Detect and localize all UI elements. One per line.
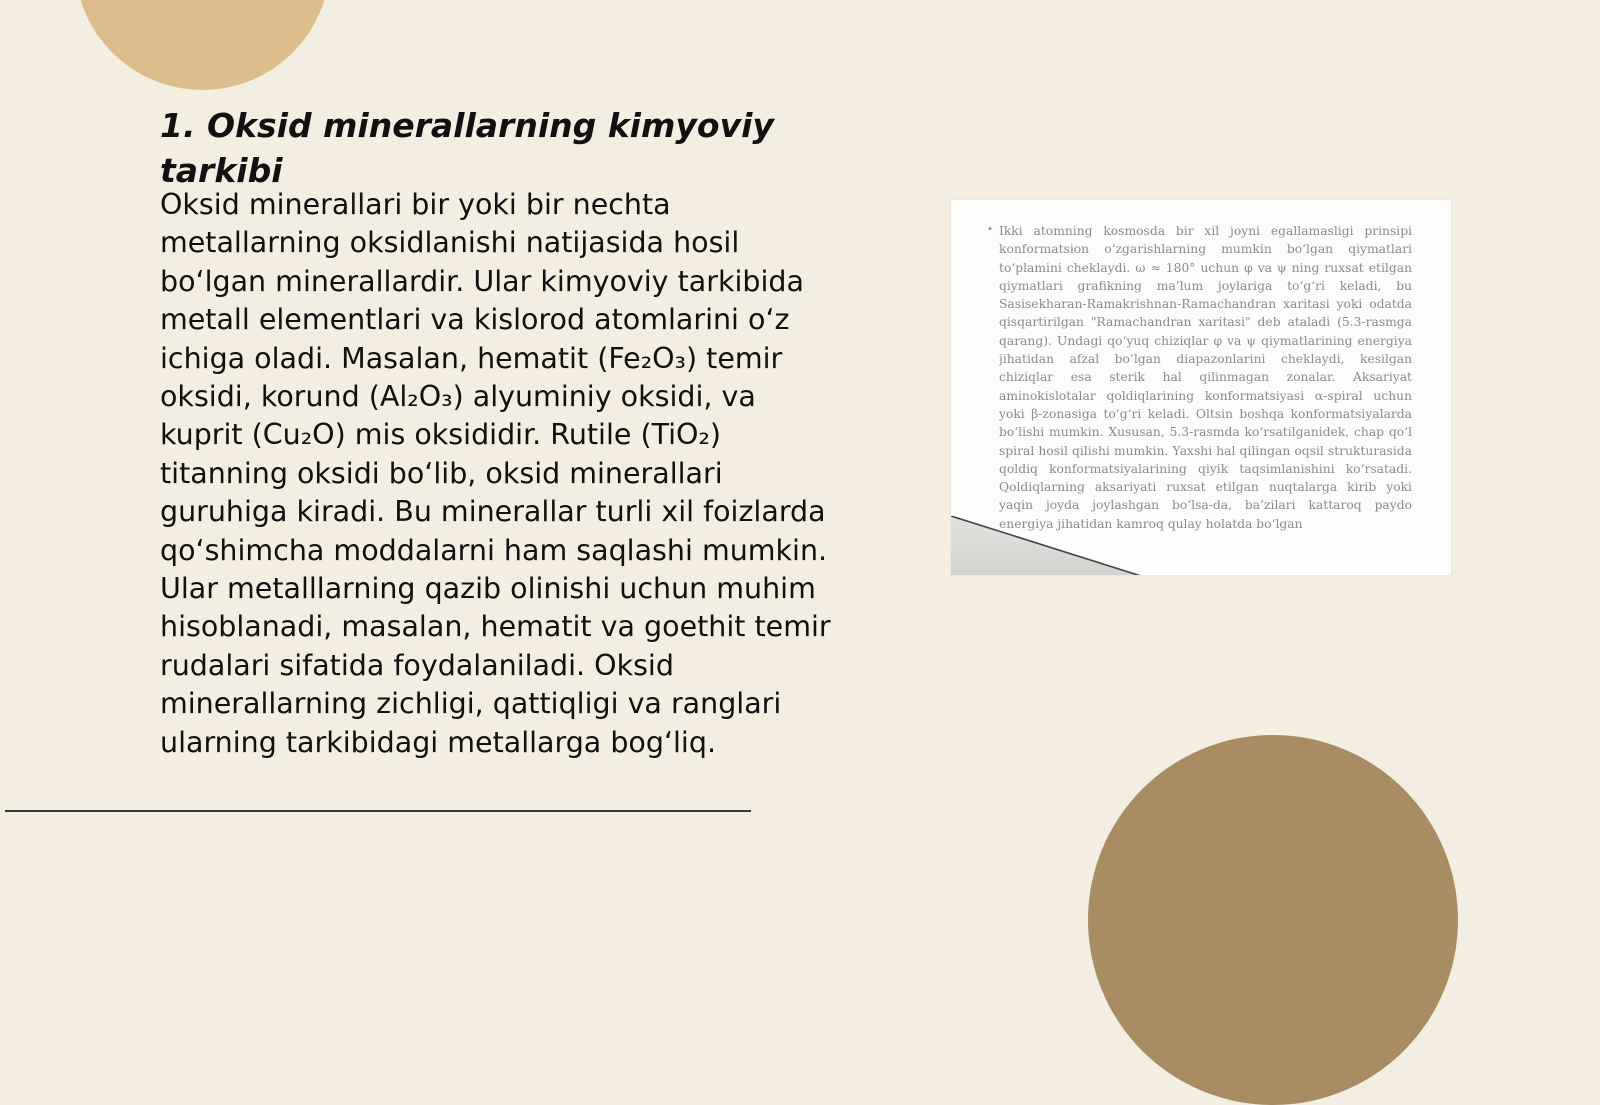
slide-body-text: Oksid minerallari bir yoki bir nechta metallarning oksidlanishi natijasida hosil bo‘lgan minerallardir. Ular kimyoviy tarkibida metall elementlari va kislorod atomlarini o‘z ichiga oladi. Masalan, hematit (Fe₂O₃) temir oksidi, korund (Al₂O₃) alyuminiy oksidi, va kuprit (Cu₂O) mis oksididir. Rutile (TiO₂) titanning oksidi bo‘lib, oksid minerallari guruhiga kiradi. Bu minerallar turli xil foizlarda qo‘shimcha moddalarni ham saqlashi mumkin. Ular metalllarning qazib olinishi uchun muhim hisoblanadi, masalan, hematit va goethit temir rudalari sifatida foydalaniladi. Oksid minerallarning zichligi, qattiqligi va ranglari ularning tarkibidagi metallarga bog‘liq.: [160, 188, 831, 759]
divider-line: [5, 810, 751, 812]
scan-paragraph: Ikki atomning kosmosda bir xil joyni egallamasligi prinsipi konformatsion o‘zgarishlarning mumkin bo‘lgan qiymatlari to‘plamini cheklaydi. ω ≈ 180° uchun φ va ψ ning ruxsat etilgan qiymatlari grafikning ma’lum joylariga to‘g‘ri keladi, bu Sasisekharan-Ramakrishnan-Ramachandran xaritasi yoki odatda qisqartirilgan "Ramachandran xaritasi" deb ataladi (5.3-rasmga qarang). Undagi qo‘yuq chiziqlar φ va ψ qiymatlarining energiya jihatidan afzal bo‘lgan diapazonlarini cheklaydi, kesilgan chiziqlar esa sterik hal qilinmagan zonalar. Aksariyat aminokislotalar qoldiqlarining konformatsiyasi α-spiral uchun yoki β-zonasiga to‘g‘ri keladi. Oltsin boshqa konformatsiyalarda bo‘lishi mumkin. Xususan, 5.3-rasmda ko‘rsatilganidek, chap qo‘l spiral hosil qilishi mumkin. Yaxshi hal qilingan oqsil strukturasida qoldiq konformatsiyalarining qiyik taqsimlanishini ko‘rsatadi. Qoldiqlarning aksariyati ruxsat etilgan nuqtalarga kirib yoki yaqin joyda joylashgan bo‘lsa-da, ba’zilari kattaroq paydo energiya jihatidan kamroq qulay holatda bo‘lgan: [999, 224, 1412, 531]
slide-title: 1. Oksid minerallarning kimyoviy tarkibi: [160, 106, 774, 190]
scan-bullet: •: [987, 224, 993, 235]
scanned-text-image: [951, 200, 1451, 575]
decorative-circle-top: [75, 0, 330, 90]
page-curl-shadow: [951, 516, 1451, 575]
decorative-circle-bottom: [1088, 735, 1458, 1105]
